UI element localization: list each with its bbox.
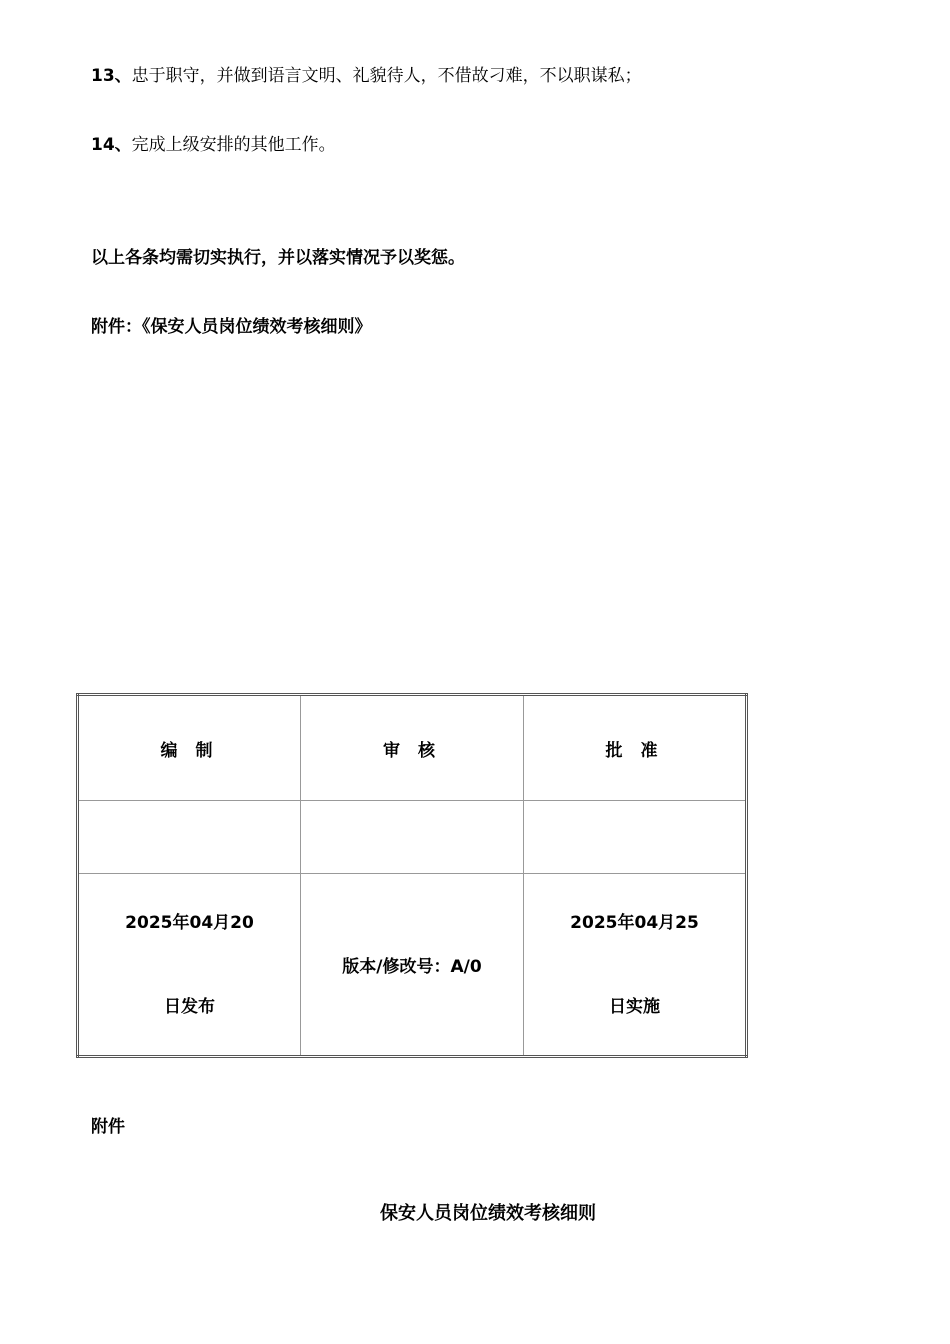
version-label: 版本/修改号：A/0 — [342, 957, 482, 977]
item-number: 14、 — [91, 135, 132, 155]
item-text: 完成上级安排的其他工作。 — [131, 135, 336, 155]
item-text: 忠于职守，并做到语言文明、礼貌待人，不借故刁难，不以职谋私； — [131, 66, 642, 86]
header-approved — [524, 695, 747, 801]
attachment-heading: 附件 — [91, 1117, 125, 1137]
header-prepared-label: 编 制 — [160, 740, 219, 761]
publish-date-cell — [78, 874, 301, 1057]
signature-cell-approved — [524, 801, 747, 874]
table-row — [78, 695, 747, 801]
header-reviewed — [301, 695, 524, 801]
publish-date-suffix: 日发布 — [164, 996, 215, 1017]
header-prepared — [78, 695, 301, 801]
publish-date: 2025年04月20 — [125, 912, 254, 933]
item-number: 13、 — [91, 66, 132, 86]
signature-cell-prepared — [78, 801, 301, 874]
effective-date-suffix: 日实施 — [609, 996, 660, 1017]
header-reviewed-label: 审 核 — [383, 740, 441, 761]
version-cell — [301, 874, 524, 1057]
effective-date: 2025年04月25 — [570, 912, 699, 933]
attachment-title: 保安人员岗位绩效考核细则 — [380, 1203, 596, 1224]
attachment-reference: 附件：《保安人员岗位绩效考核细则》 — [91, 317, 372, 337]
table-row — [78, 801, 747, 874]
effective-date-cell — [524, 874, 747, 1057]
signature-table — [76, 693, 748, 1058]
header-approved-label: 批 准 — [605, 740, 664, 761]
list-item-14 — [91, 133, 336, 157]
list-item-13 — [91, 64, 642, 88]
table-row — [78, 874, 747, 1057]
summary-text: 以上各条均需切实执行，并以落实情况予以奖惩。 — [91, 248, 465, 268]
signature-cell-reviewed — [301, 801, 524, 874]
